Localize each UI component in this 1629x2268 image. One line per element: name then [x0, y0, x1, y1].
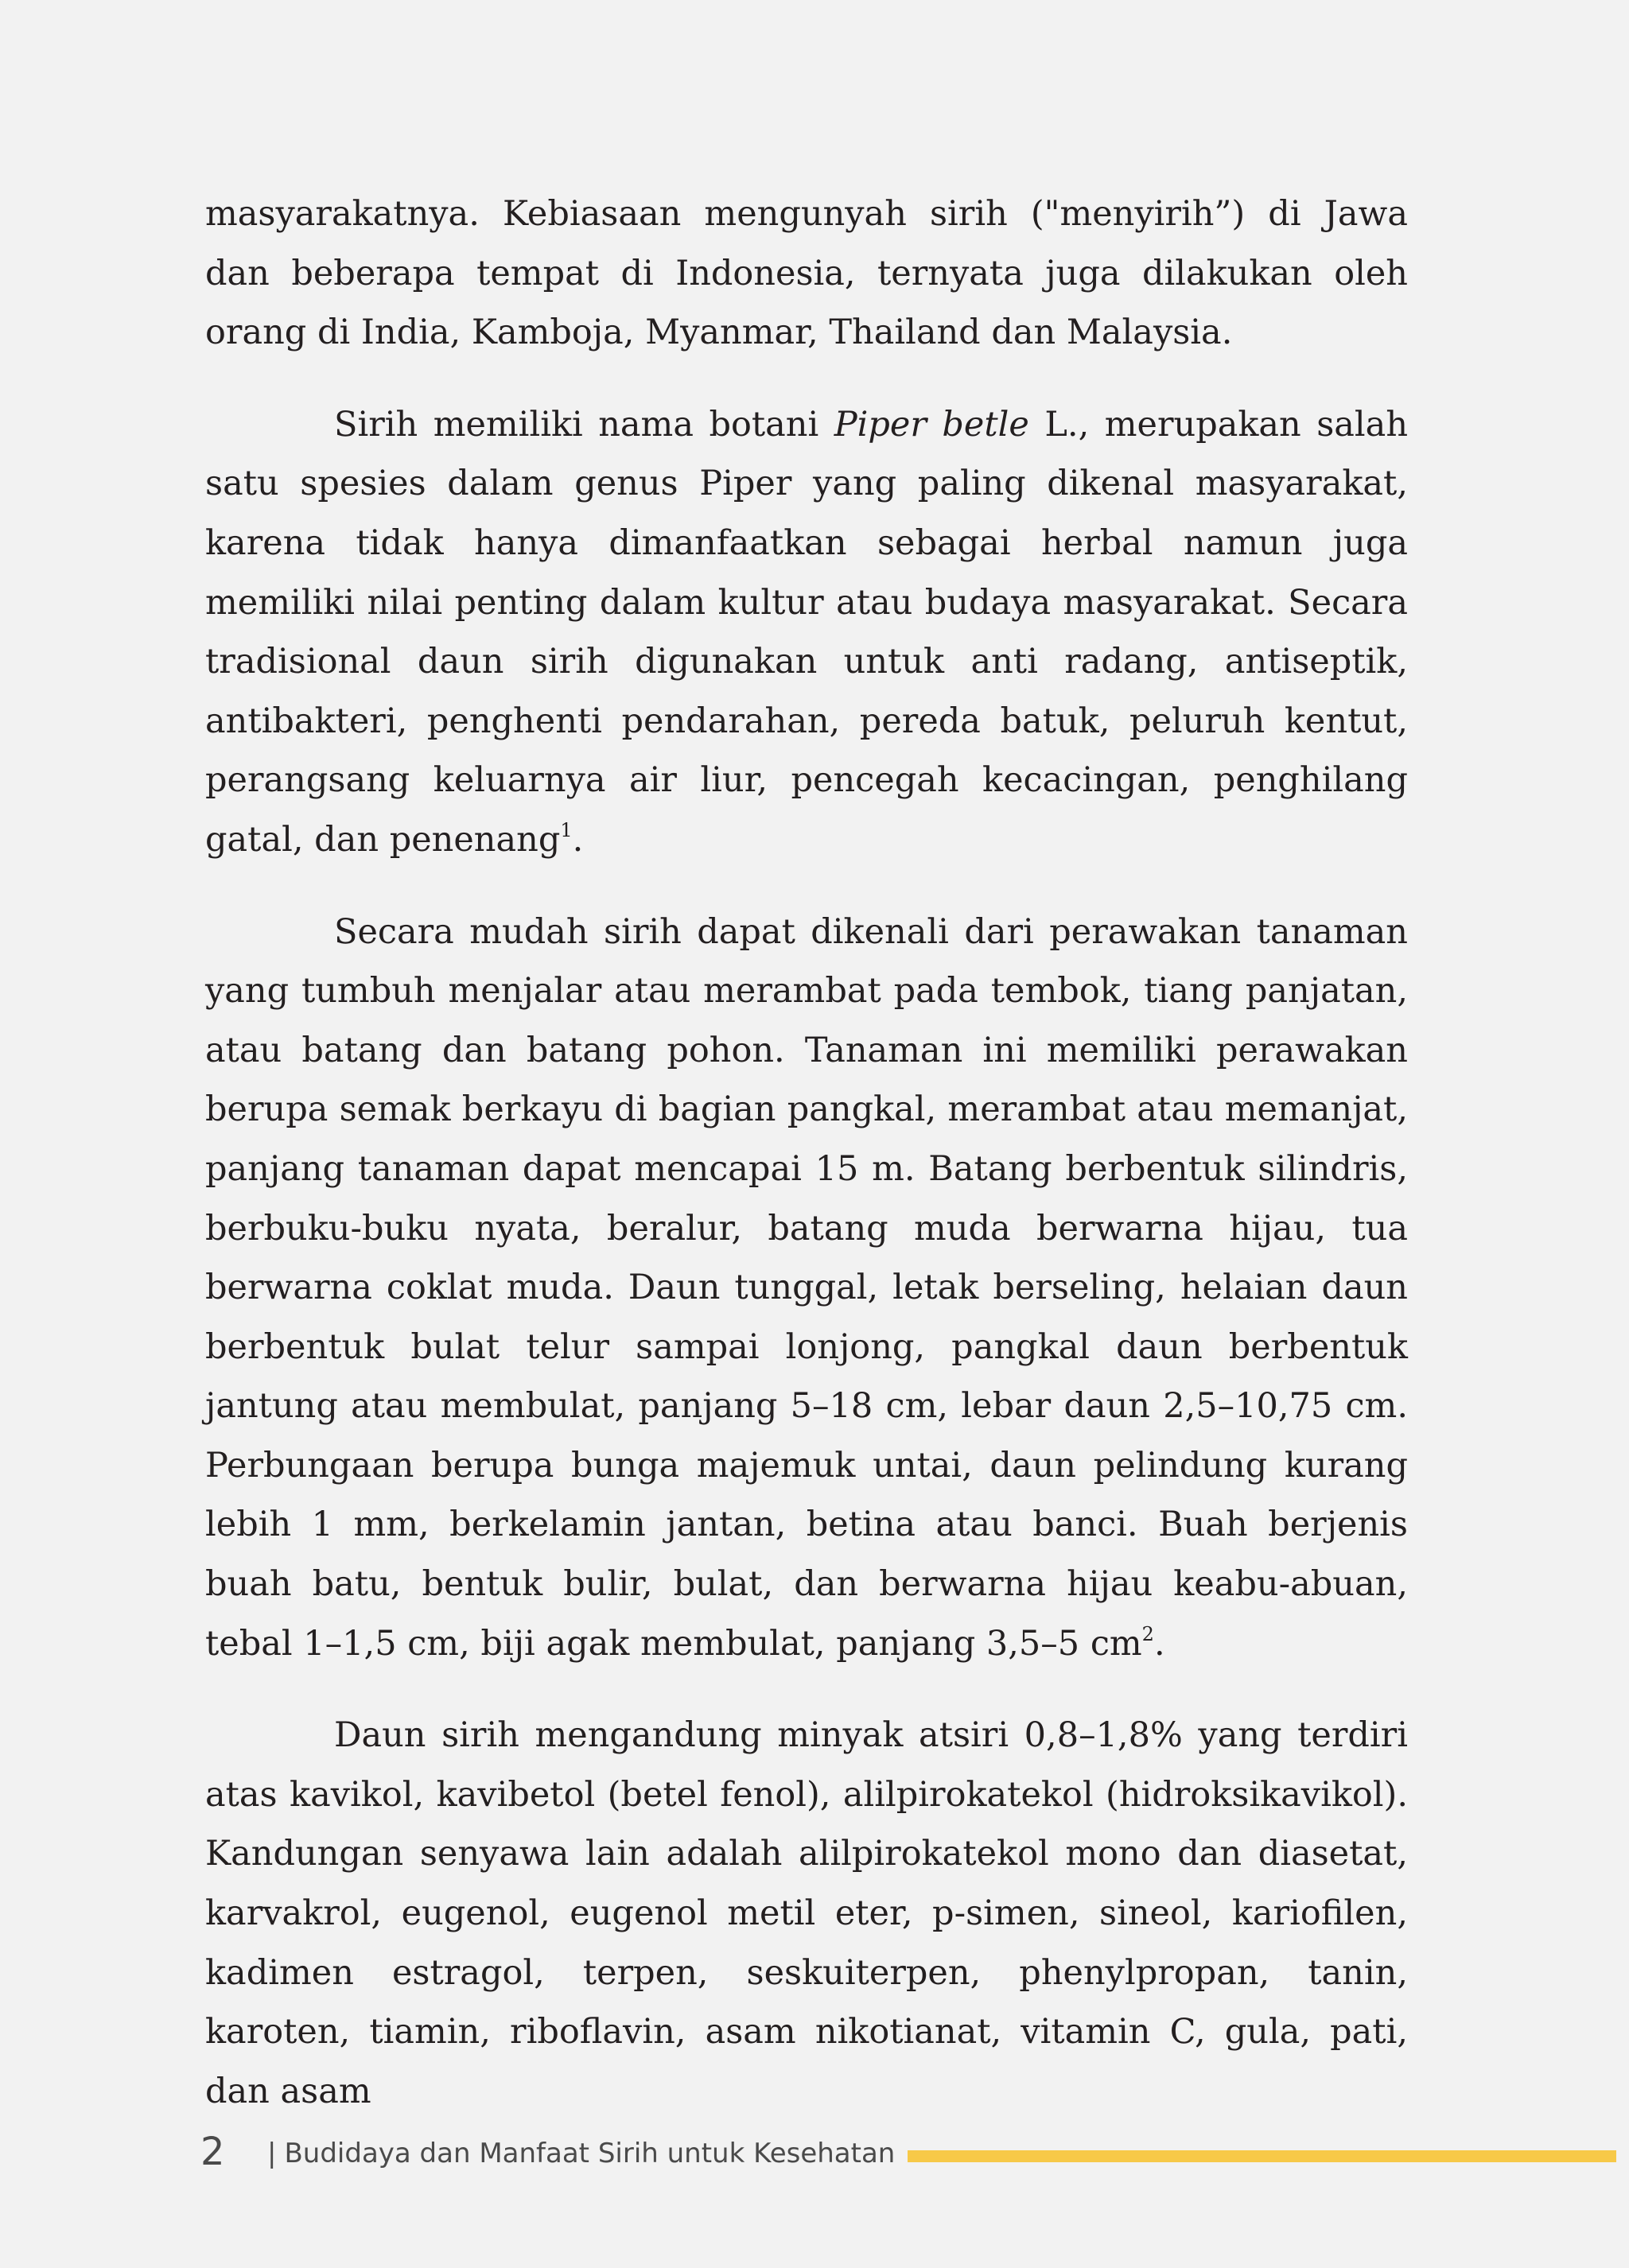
paragraph-text: Daun sirih mengandung minyak atsiri 0,8–1,8% yang terdiri atas kavikol, kavibetol (betel fenol), alilpirokatekol (hidroksikavikol). Kandungan senyawa lain adalah alilpirokatekol mono dan diasetat, karvakrol, eugenol, eugenol metil eter, p-simen, sineol, kariofilen, kadimen estragol, terpen, seskuiterpen, phenylpropan, tanin, karoten, tiamin, riboflavin, asam nikotianat, vitamin C, gula, pati, dan asam	[205, 1715, 1408, 2111]
footer-accent-bar	[908, 2150, 1616, 2162]
paragraph-intro-continuation	[205, 184, 1408, 363]
paragraph-text: masyarakatnya. Kebiasaan mengunyah sirih ("menyirih”) di Jawa dan beberapa tempat di Indonesia, ternyata juga dilakukan oleh orang di India, Kamboja, Myanmar, Thailand dan Malaysia.	[205, 194, 1408, 353]
footnote-reference[interactable]: 1	[560, 818, 573, 841]
paragraph-end: .	[572, 819, 584, 860]
book-title: Budidaya dan Manfaat Sirih untuk Kesehatan	[284, 2138, 896, 2169]
page-number: 2	[200, 2130, 225, 2174]
running-title	[267, 2138, 895, 2169]
page-body	[205, 184, 1408, 2121]
species-name: Piper betle	[834, 404, 1029, 445]
page-footer	[200, 2122, 1616, 2179]
footnote-reference[interactable]: 2	[1141, 1622, 1154, 1645]
paragraph-end: .	[1153, 1623, 1165, 1664]
paragraph-botanical-name	[205, 395, 1408, 870]
paragraph-chemical-content	[205, 1706, 1408, 2121]
paragraph-morphology	[205, 903, 1408, 1674]
paragraph-text: Sirih memiliki nama botani	[334, 404, 834, 445]
paragraph-text: Secara mudah sirih dapat dikenali dari perawakan tanaman yang tumbuh menjalar atau merambat pada tembok, tiang panjatan, atau batang dan batang pohon. Tanaman ini memiliki perawakan berupa semak berkayu di bagian pangkal, merambat atau memanjat, panjang tanaman dapat mencapai 15 m. Batang berbentuk silindris, berbuku-buku nyata, beralur, batang muda berwarna hijau, tua berwarna coklat muda. Daun tunggal, letak berseling, helaian daun berbentuk bulat telur sampai lonjong, pangkal daun berbentuk jantung atau membulat, panjang 5–18 cm, lebar daun 2,5–10,75 cm. Perbungaan berupa bunga majemuk untai, daun pelindung kurang lebih 1 mm, berkelamin jantan, betina atau banci. Buah berjenis buah batu, bentuk bulir, bulat, dan berwarna hijau keabu-abuan, tebal 1–1,5 cm, biji agak membulat, panjang 3,5–5 cm	[205, 911, 1408, 1664]
footer-separator: |	[267, 2138, 277, 2169]
paragraph-text: L., merupakan salah satu spesies dalam genus Piper yang paling dikenal masyarakat, karena tidak hanya dimanfaatkan sebagai herbal namun juga memiliki nilai penting dalam kultur atau budaya masyarakat. Secara tradisional daun sirih digunakan untuk anti radang, antiseptik, antibakteri, penghenti pendarahan, pereda batuk, peluruh kentut, perangsang keluarnya air liur, pencegah kecacingan, penghilang gatal, dan penenang	[205, 404, 1409, 860]
